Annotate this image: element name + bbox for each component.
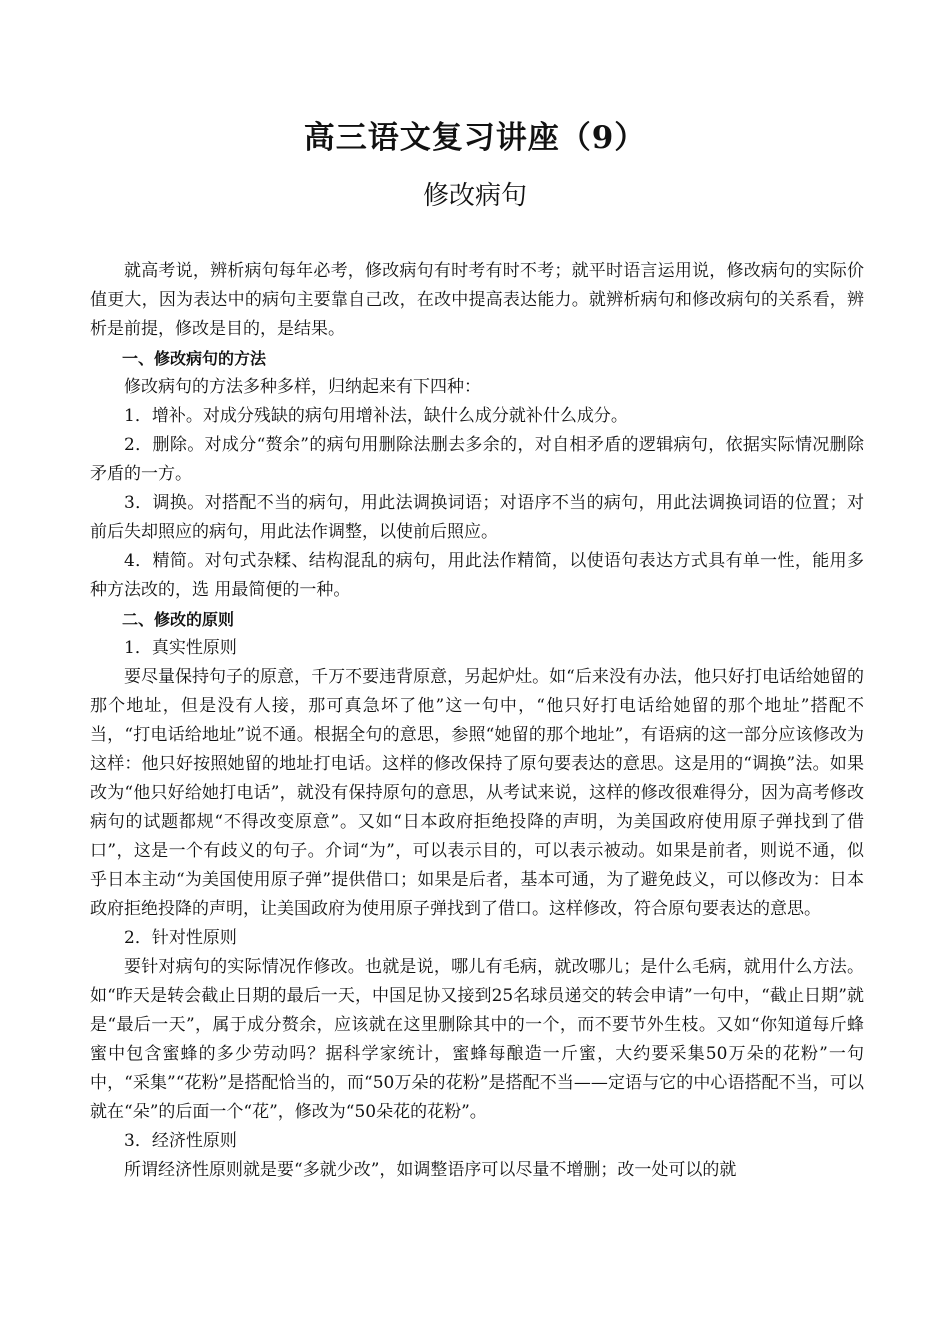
paragraph: 2．针对性原则 xyxy=(124,928,237,948)
paragraph: 要尽量保持句子的原意，千万不要违背原意，另起炉灶。如“后来没有办法，他只好打电话给她留的那个地址，但是没有人接，那可真急坏了他”这一句中，“他只好打电话给她留的那个地址”搭配不当，“打电话给地址”说不通。根据全句的意思，参照“她留的那个地址”，有语病的这一部分应该修改为这样：他只好按照她留的地址打电话。这样的修改保持了原句要表达的意思。这是用的“调换”法。如果改为“他只好给她打电话”，就没有保持原句的意思，从考试来说，这样的修改很难得分，因为高考修改病句的试题都规“不得改变原意”。又如“日本政府拒绝投降的声明，为美国政府使用原子弹找到了借口”，这是一个有歧义的句子。介词“为”，可以表示目的，可以表示被动。如果是前者，则说不通，似乎日本主动“为美国使用原子弹”提供借口；如果是后者，基本可通，为了避免歧义，可以修改为：日本政府拒绝投降的声明，让美国政府为使用原子弹找到了借口。这样修改，符合原句要表达的意思。 xyxy=(90,667,864,919)
paragraph: 4．精简。对句式杂糅、结构混乱的病句，用此法作精简，以使语句表达方式具有单一性，能用多种方法改的，选 用最简便的一种。 xyxy=(90,551,864,600)
section-heading: 一、修改病句的方法 xyxy=(122,349,267,368)
paragraph: 3．经济性原则 xyxy=(124,1131,237,1151)
paragraph: 就高考说，辨析病句每年必考，修改病句有时考有时不考；就平时语言运用说，修改病句的实际价值更大，因为表达中的病句主要靠自己改，在改中提高表达能力。就辨析病句和修改病句的关系看，辨析是前提，修改是目的，是结果。 xyxy=(90,261,864,339)
paragraph: 要针对病句的实际情况作修改。也就是说，哪儿有毛病，就改哪儿；是什么毛病，就用什么方法。如“昨天是转会截止日期的最后一天，中国足协又接到25名球员递交的转会申请”一句中，“截止日期”就是“最后一天”，属于成分赘余，应该就在这里删除其中的一个，而不要节外生枝。又如“你知道每斤蜂蜜中包含蜜蜂的多少劳动吗？据科学家统计，蜜蜂每酿造一斤蜜，大约要采集50万朵的花粉”一句中，“采集”“花粉”是搭配恰当的，而“50万朵的花粉”是搭配不当——定语与它的中心语搭配不当，可以就在“朵”的后面一个“花”，修改为“50朵花的花粉”。 xyxy=(90,957,864,1122)
document-title: 高三语文复习讲座（9） xyxy=(303,120,647,156)
paragraph: 1．真实性原则 xyxy=(124,638,237,658)
section-heading: 二、修改的原则 xyxy=(122,610,235,629)
paragraph: 所谓经济性原则就是要“多就少改”，如调整语序可以尽量不增删；改一处可以的就 xyxy=(124,1160,737,1180)
document-subtitle: 修改病句 xyxy=(422,181,527,211)
paragraph: 修改病句的方法多种多样，归纳起来有下四种： xyxy=(124,377,481,397)
paragraph: 3．调换。对搭配不当的病句，用此法调换词语；对语序不当的病句，用此法调换词语的位置；对前后失却照应的病句，用此法作调整，以使前后照应。 xyxy=(90,493,864,542)
paragraph: 2．删除。对成分“赘余”的病句用删除法删去多余的，对自相矛盾的逻辑病句，依据实际情况删除矛盾的一方。 xyxy=(90,435,864,484)
document-body xyxy=(90,257,864,1185)
paragraph: 1．增补。对成分残缺的病句用增补法，缺什么成分就补什么成分。 xyxy=(124,406,628,426)
